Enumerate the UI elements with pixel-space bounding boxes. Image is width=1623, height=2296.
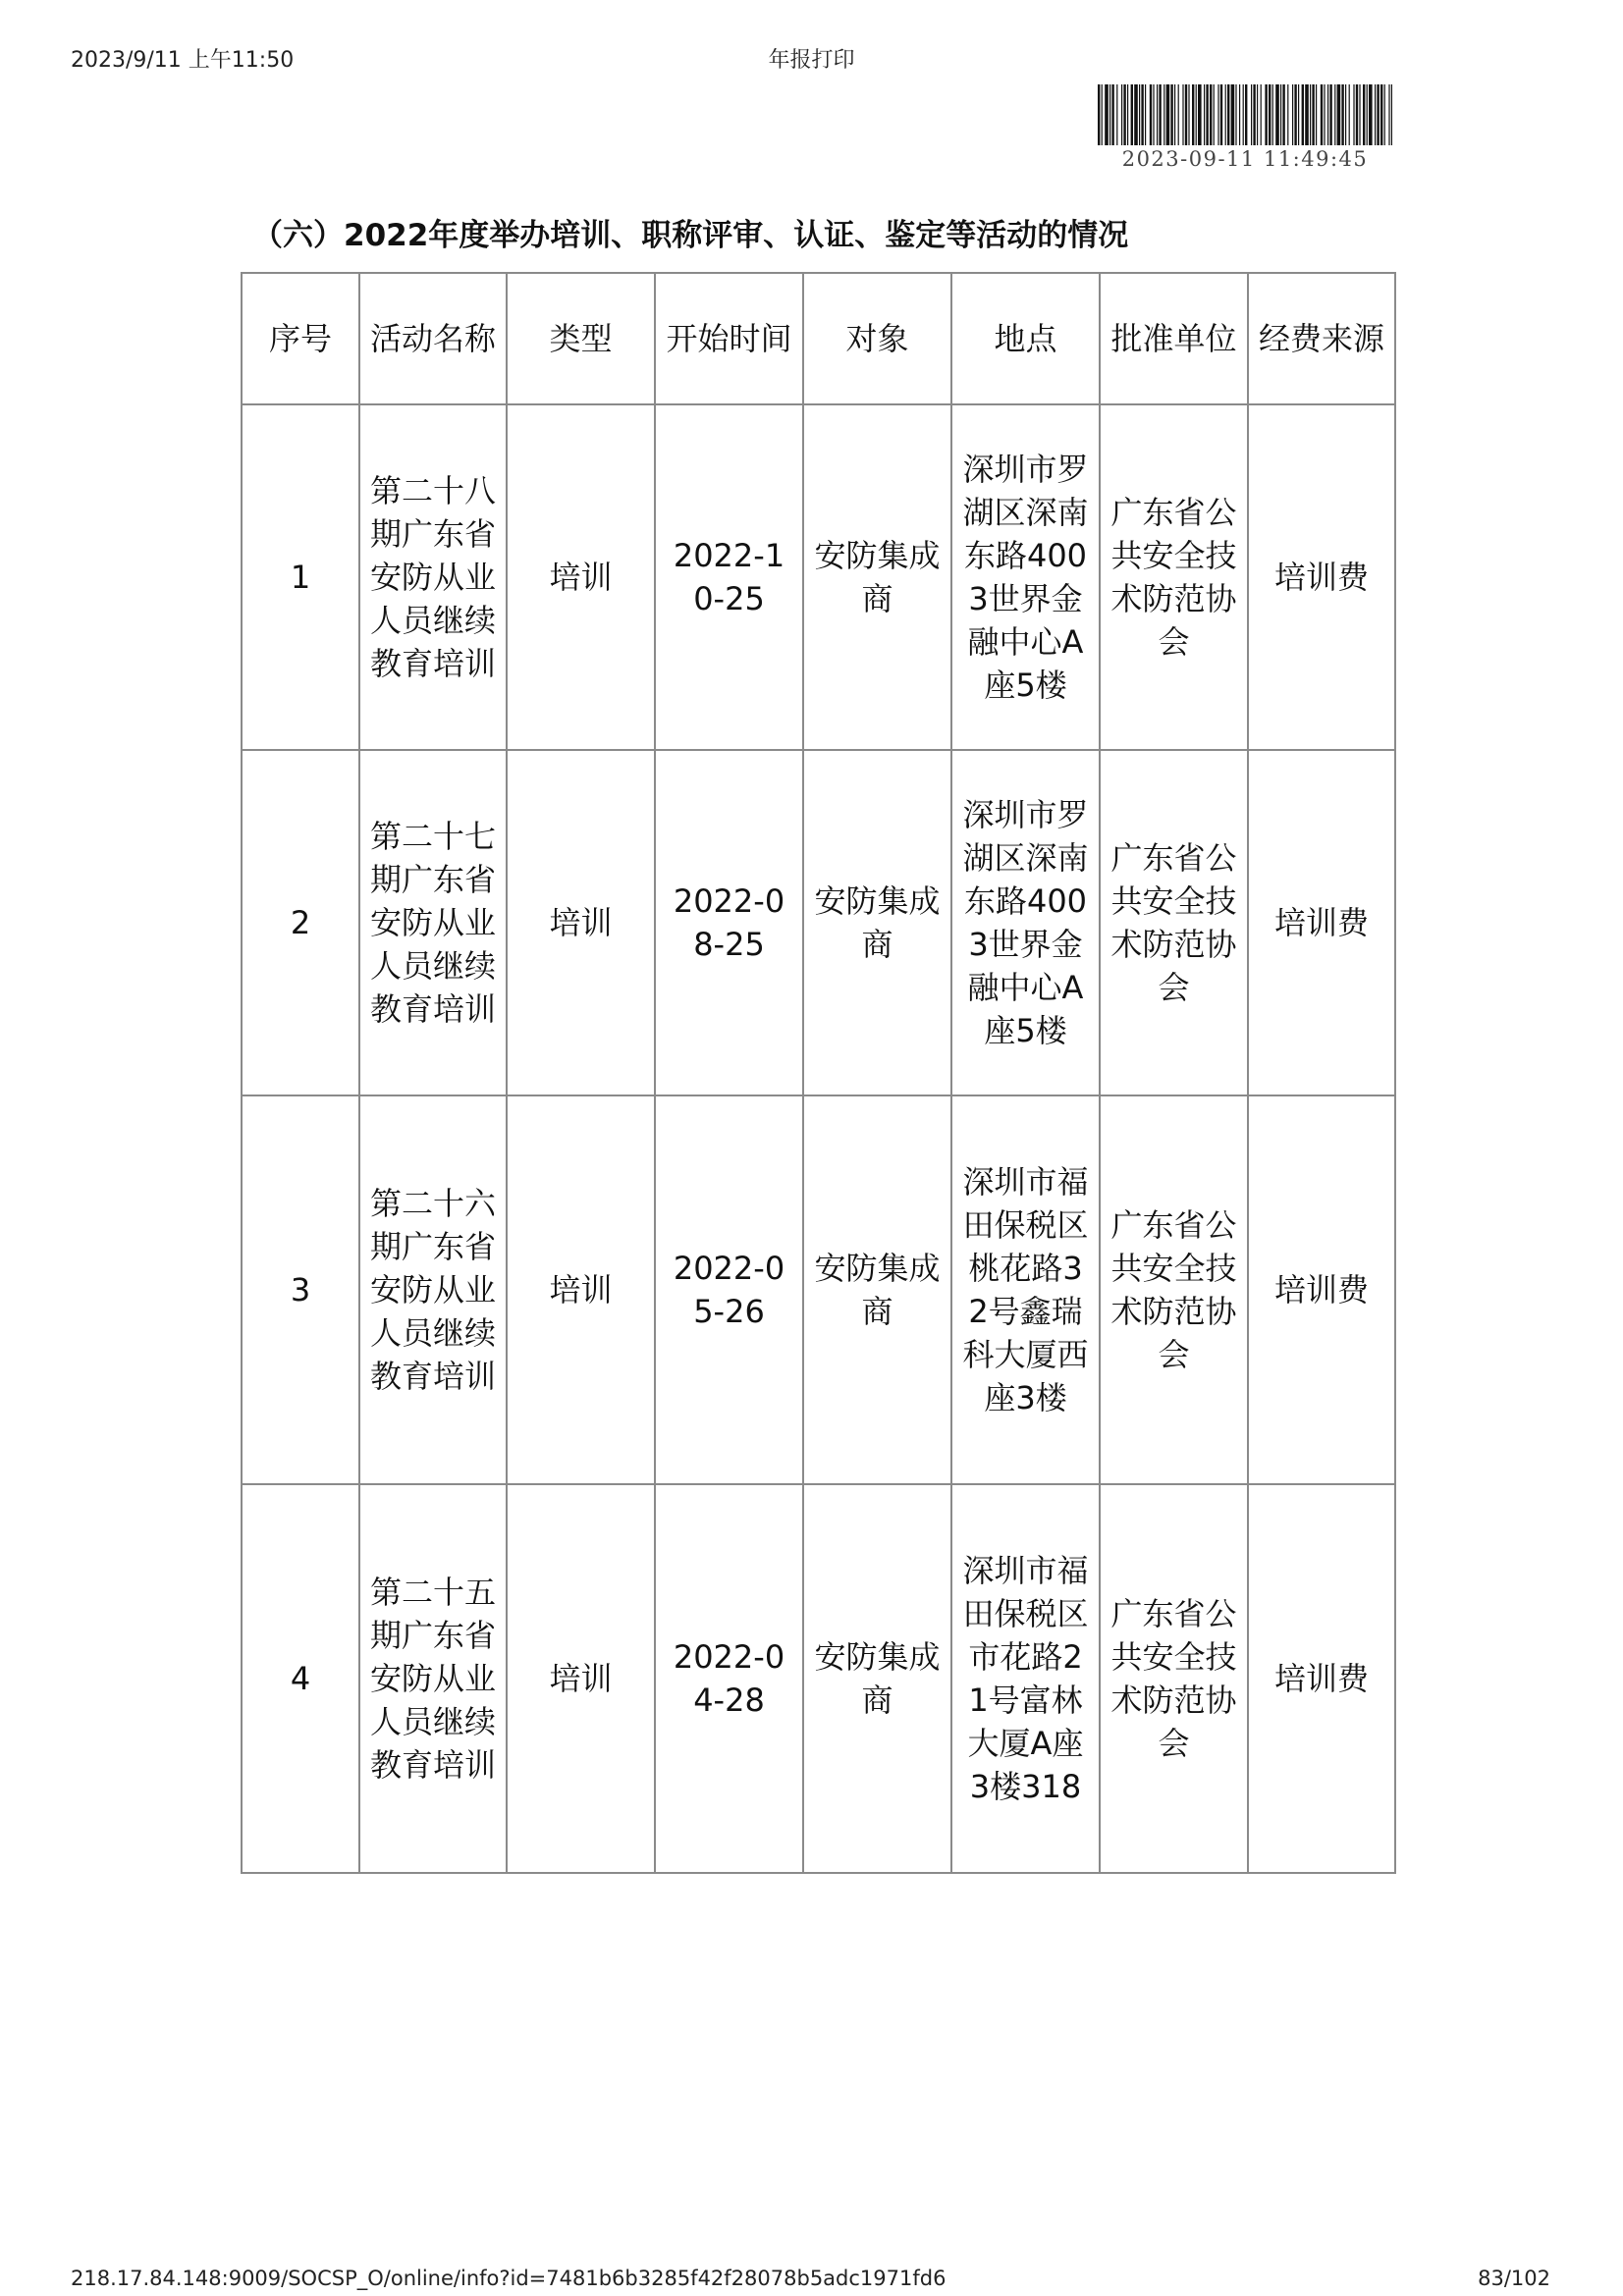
cell-start-date: 2022-04-28 (655, 1484, 803, 1873)
cell-approving-unit: 广东省公共安全技术防范协会 (1100, 1095, 1248, 1484)
cell-approving-unit: 广东省公共安全技术防范协会 (1100, 750, 1248, 1095)
column-header-activity-name: 活动名称 (359, 273, 507, 404)
cell-activity-name: 第二十六期广东省安防从业人员继续教育培训 (359, 1095, 507, 1484)
cell-audience: 安防集成商 (803, 404, 951, 750)
barcode-timestamp: 2023-09-11 11:49:45 (1121, 147, 1369, 171)
barcode-block (1098, 84, 1392, 171)
cell-type: 培训 (507, 404, 655, 750)
cell-audience: 安防集成商 (803, 1095, 951, 1484)
cell-location: 深圳市罗湖区深南东路4003世界金融中心A座5楼 (951, 750, 1100, 1095)
cell-activity-name: 第二十七期广东省安防从业人员继续教育培训 (359, 750, 507, 1095)
print-datetime: 2023/9/11 上午11:50 (71, 48, 295, 73)
table-row (242, 404, 1395, 750)
cell-funding-source: 培训费 (1248, 750, 1395, 1095)
cell-index: 3 (242, 1095, 359, 1484)
cell-location: 深圳市福田保税区市花路21号富林大厦A座3楼318 (951, 1484, 1100, 1873)
column-header-audience: 对象 (803, 273, 951, 404)
barcode-icon (1098, 84, 1392, 145)
column-header-funding-source: 经费来源 (1248, 273, 1395, 404)
cell-type: 培训 (507, 1484, 655, 1873)
cell-index: 2 (242, 750, 359, 1095)
cell-funding-source: 培训费 (1248, 1095, 1395, 1484)
cell-start-date: 2022-08-25 (655, 750, 803, 1095)
cell-type: 培训 (507, 750, 655, 1095)
table-row (242, 750, 1395, 1095)
cell-activity-name: 第二十五期广东省安防从业人员继续教育培训 (359, 1484, 507, 1873)
page-number: 83/102 (1478, 2267, 1550, 2290)
cell-index: 4 (242, 1484, 359, 1873)
column-header-location: 地点 (951, 273, 1100, 404)
column-header-type: 类型 (507, 273, 655, 404)
cell-funding-source: 培训费 (1248, 404, 1395, 750)
column-header-approving-unit: 批准单位 (1100, 273, 1248, 404)
cell-index: 1 (242, 404, 359, 750)
cell-location: 深圳市罗湖区深南东路4003世界金融中心A座5楼 (951, 404, 1100, 750)
table-row (242, 1484, 1395, 1873)
section-title: （六）2022年度举办培训、职称评审、认证、鉴定等活动的情况 (252, 218, 1129, 253)
cell-approving-unit: 广东省公共安全技术防范协会 (1100, 1484, 1248, 1873)
print-title: 年报打印 (768, 48, 855, 73)
table-row (242, 1095, 1395, 1484)
cell-start-date: 2022-10-25 (655, 404, 803, 750)
cell-audience: 安防集成商 (803, 750, 951, 1095)
cell-audience: 安防集成商 (803, 1484, 951, 1873)
cell-type: 培训 (507, 1095, 655, 1484)
print-footer-url: 218.17.84.148:9009/SOCSP_O/online/info?id=7481b6b3285f42f28078b5adc1971fd6 (71, 2267, 947, 2290)
activity-table (241, 272, 1396, 1874)
column-header-start-date: 开始时间 (655, 273, 803, 404)
cell-funding-source: 培训费 (1248, 1484, 1395, 1873)
column-header-index: 序号 (242, 273, 359, 404)
cell-start-date: 2022-05-26 (655, 1095, 803, 1484)
cell-activity-name: 第二十八期广东省安防从业人员继续教育培训 (359, 404, 507, 750)
cell-approving-unit: 广东省公共安全技术防范协会 (1100, 404, 1248, 750)
cell-location: 深圳市福田保税区桃花路32号鑫瑞科大厦西座3楼 (951, 1095, 1100, 1484)
table-header-row (242, 273, 1395, 404)
